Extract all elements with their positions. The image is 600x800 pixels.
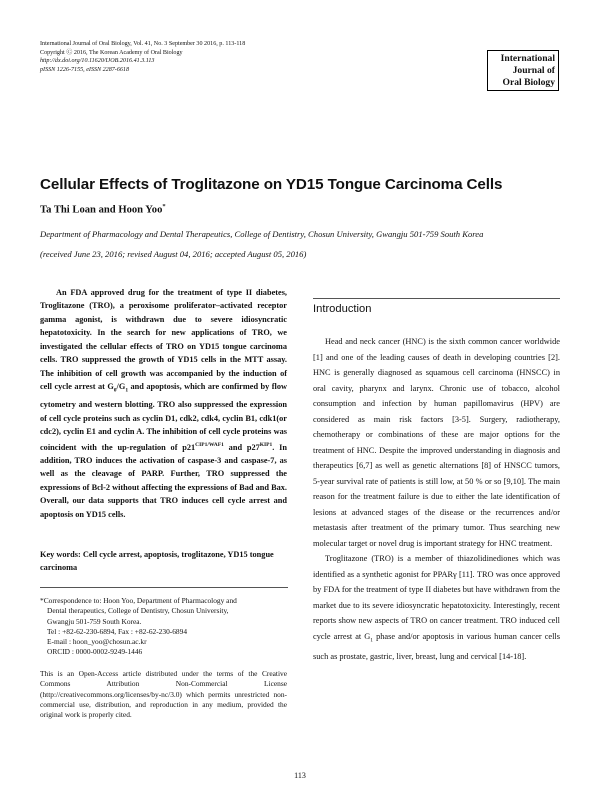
paragraph-text: phase and/or apoptosis in various human cancer cells such as prostate, gastric, liver, breast, lung and cervical [14-18]. (313, 631, 560, 661)
introduction-body (313, 334, 560, 664)
correspondence-line: Dental therapeutics, College of Dentistry, Chosun University, (47, 606, 229, 616)
abstract-text: An FDA approved drug for the treatment of type II diabetes, Troglitazone (TRO), a peroxisome proliferator–activated receptor gamma agonist, is withdrawn due to severe idiosyncratic hepatotoxicity. In the search for new applications of TRO, we investigated the cellular effects of TRO on YD15 tongue carcinoma cells. TRO suppressed the growth of YD15 cells in the MTT assay. The inhibition of cell growth was accompanied by the induction of cell cycle arrest at G (40, 288, 287, 392)
keywords: Key words: Cell cycle arrest, apoptosis, troglitazone, YD15 tongue carcinoma (40, 550, 274, 573)
correspondence-line: *Correspondence to: Hoon Yoo, Department of Pharmacology and (40, 596, 237, 605)
paragraph: Head and neck cancer (HNC) is the sixth common cancer worldwide [1] and one of the leading causes of death in developing countries [2]. HNC is generally diagnosed as squamous cell carcinoma (HNSCC) in oral cavity, pharynx and larynx. Chronic use of tobacco, alcohol consumption and infection by human papillomavirus (HPV) are considered as main risk factors [3-5]. Surgery, radiotherapy, chemotherapy or combinations of these are major options for the treatment of HNC. Despite the improved understanding in diagnosis and therapeutics [6,7] as well as genetic alternations [8] of HNSCC tumors, 5-year survival rate of patients is still low, at 50 % or so [9,10]. The main reason for the treatment failure is due to either the late identification of lesions at advanced stages of the disease or the recurrences and/or metastasis after treatment of the primary tumor. Thus searching new molecular target or novel drug is important strategy for HNC treatment. (313, 337, 560, 548)
section-divider (313, 298, 560, 299)
citation-line: International Journal of Oral Biology, Vol. 41, No. 3 September 30 2016, p. 113-118 (40, 41, 246, 47)
page-number: 113 (294, 771, 306, 780)
journal-logo-line: International (500, 53, 555, 64)
abstract-text: . In addition, TRO induces the activation of caspase-3 and caspase-7, as well as the cleavage of PARP. Further, TRO suppressed the expressions of Bcl-2 without affecting the expressions of Bad and Bax. Overall, our data supports that TRO induces cell cycle arrest and apoptosis on YD15 cells. (40, 442, 287, 519)
author-list (40, 203, 166, 216)
abstract-superscript: CIP1/WAF1 (195, 441, 224, 448)
abstract-text: and p27 (223, 442, 260, 452)
footnote-divider (40, 587, 288, 588)
paragraph-text: Troglitazone (TRO) is a member of thiazolidinediones which was identified as a synthetic agonist for PPARγ [11]. TRO was once approved by FDA for the treatment of type II diabetes but have withdrawn from the market due to its severe idiosyncratic hepatotoxicity. Interestingly, recent reports show new aspects of TRO on cancer treatment. TRO induced cell cycle arrest at G (313, 554, 560, 641)
submission-dates: (received June 23, 2016; revised August 04, 2016; accepted August 05, 2016) (40, 249, 307, 259)
journal-logo-line: Oral Biology (502, 77, 555, 88)
corresponding-author-mark: * (162, 203, 166, 210)
correspondence-line: Gwangju 501-759 South Korea. (47, 616, 142, 626)
abstract-subscript: 0 (113, 387, 117, 394)
copyright-line: Copyright Ⓒ 2016, The Korean Academy of Oral Biology (40, 49, 183, 56)
abstract-superscript: KIP1 (259, 441, 273, 448)
journal-logo-box (487, 50, 559, 91)
doi-link[interactable]: http://dx.doi.org/10.11620/IJOB.2016.41.3.113 (40, 58, 155, 65)
abstract-text: and apoptosis, which are confirmed by flow cytometry and western blotting. TRO also suppressed the expression of cell cycle proteins such as cyclin D1, cdk2, cdk4, cyclin B1, cdk1(or cdc2), cyclin E1 and cyclin A. The inhibition of cell cycle proteins was coincident with the up-regulation of p21 (40, 382, 287, 452)
abstract-subscript: 1 (125, 387, 129, 394)
article-title: Cellular Effects of Troglitazone on YD15 Tongue Carcinoma Cells (40, 176, 503, 193)
author-names: Ta Thi Loan and Hoon Yoo (40, 204, 163, 216)
abstract-text: /G (116, 382, 126, 392)
license-notice: This is an Open-Access article distributed under the terms of the Creative Commons Attribution Non-Commercial License (http://creativecommons.org/licenses/by-nc/3.0) which permits unrestricted non-commercial use, distribution, and reproduction in any medium, provided the original work is properly cited. (40, 669, 287, 720)
author-affiliation: Department of Pharmacology and Dental Therapeutics, College of Dentistry, Chosun University, Gwangju 501-759 South Korea (40, 229, 484, 239)
section-heading-introduction: Introduction (313, 303, 372, 315)
journal-logo-line: Journal of (512, 65, 555, 76)
journal-citation-header (40, 40, 350, 74)
abstract (40, 286, 287, 521)
correspondence-email[interactable]: E-mail : hoon_yoo@chosun.ac.kr (47, 637, 147, 647)
correspondence-orcid: ORCID : 0000-0002-9249-1446 (47, 647, 143, 657)
paragraph (313, 551, 560, 664)
correspondence-footnote (40, 596, 287, 658)
issn-line: pISSN 1226-7155, eISSN 2287-6618 (40, 66, 130, 73)
paragraph-subscript: 1 (370, 637, 374, 644)
correspondence-phone: Tel : +82-62-230-6894, Fax : +82-62-230-6894 (47, 626, 188, 636)
